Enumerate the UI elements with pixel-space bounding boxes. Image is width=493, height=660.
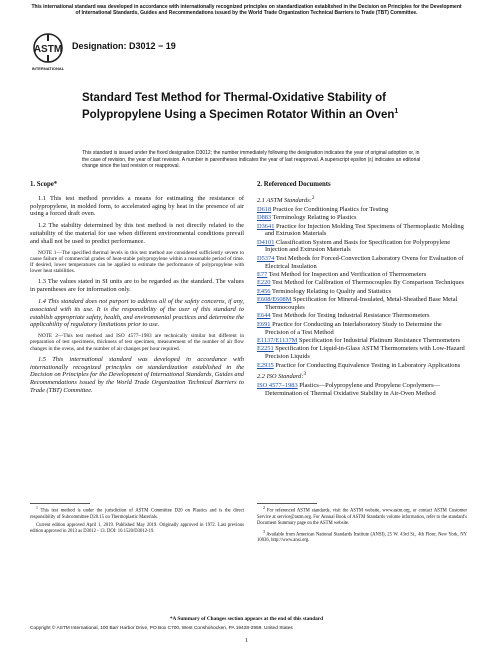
reference-title: Terminology Relating to Plastics — [271, 214, 357, 222]
reference-title: Specification for Mineral-Insulated, Metal-Sheathed Base Metal Thermocouples — [265, 296, 458, 312]
left-column — [30, 181, 244, 399]
reference-title: Test Method for Calibration of Thermocouples By Comparison Techniques — [270, 279, 464, 287]
reference-item — [257, 239, 467, 255]
footnotes-right — [257, 505, 467, 544]
reference-link[interactable]: E1137/E1137M — [257, 337, 298, 344]
page-number: 1 — [245, 638, 248, 644]
scope-1-4: 1.4 This standard does not purport to address all of the safety concerns, if any, associated with its use. It is the responsibility of the user of this standard to establish appropriate safety, health, and environmental practices and determine the applicability of regulatory limitations prior to use. — [30, 297, 244, 329]
reference-title: Plastics—Polypropylene and Propylene Copolymers—Determination of Thermal Oxidative Stability in Air-Oven Method — [265, 382, 441, 398]
copyright-line: Copyright © ASTM International, 100 Barr Harbor Drive, PO Box C700, West Conshohocken, PA 19428-2959. United States — [30, 626, 293, 631]
astm-reference-list — [257, 206, 467, 370]
reference-link[interactable]: E2935 — [257, 361, 274, 369]
reference-title: Practice for Conducting Equivalence Testing in Laboratory Applications — [273, 361, 461, 369]
reference-item — [257, 214, 467, 222]
summary-of-changes-notice: *A Summary of Changes section appears at the end of this standard — [169, 616, 324, 622]
reference-link[interactable]: E691 — [257, 320, 271, 328]
scope-1-1: 1.1 This test method provides a means for estimating the resistance of polypropylene, in molded form, to accelerated aging by heat in the presence of air using a forced draft oven. — [30, 194, 244, 218]
astm-international-logo-icon — [30, 32, 66, 72]
reference-title: Practice for Injection Molding Test Specimens of Thermoplastic Molding and Extrusion Materials — [265, 222, 464, 238]
reference-link[interactable]: ISO 4577–1983 — [257, 382, 298, 390]
reference-item — [257, 362, 467, 370]
reference-item — [257, 206, 467, 214]
footnote-2: $^2$ For referenced ASTM standards, visit the ASTM website, www.astm.org, or contact ASTM Customer Service at service@astm.org. For Annual Book of ASTM Standards volume information, refer to the standard's Document Summary page on the ASTM website. — [257, 506, 468, 526]
reference-link[interactable]: D5374 — [257, 254, 275, 262]
reference-title: Terminology Relating to Quality and Statistics — [270, 287, 391, 295]
reference-item — [257, 288, 467, 296]
astm-standards-label: 2.1 ASTM Standards:$^2$ — [257, 194, 315, 204]
scope-heading: 1. Scope* — [30, 181, 58, 188]
reference-item — [257, 223, 467, 239]
scope-1-2: 1.2 The stability determined by this test method is not directly related to the suitability of the material for use when different environmental conditions prevail and shall not be used to predict performance. — [30, 222, 244, 245]
iso-reference-list — [257, 382, 467, 398]
reference-title: Practice for Conditioning Plastics for Testing — [271, 205, 389, 213]
reference-title: Classification System and Basis for Specification for Polypropylene Injection and Extrusion Materials — [265, 238, 451, 254]
reference-link[interactable]: E644 — [257, 312, 271, 320]
reference-title: Practice for Conducting an Interlaboratory Study to Determine the Precision of a Test Method — [265, 320, 442, 336]
reference-item — [257, 271, 467, 279]
reference-title: Test Methods for Forced-Convection Laboratory Ovens for Evaluation of Electrical Insulation — [265, 254, 464, 270]
tbt-notice: This international standard was developed in accordance with internationally recognized principles on standardization established in the Decision on Principles for the Development of International Standards, Guides and Recommendations issued by the World Trade Organization Technical Barriers to Trade (TBT) Committee. — [31, 4, 462, 16]
note-2: NOTE 2—This test method and ISO 4577–1983 are technically similar but different in preparation of test specimens, thickness of test specimen, measurement of the number of air flow changes in the ovens, and the number of air changes per hour required. — [30, 333, 244, 352]
footnotes-left — [30, 505, 244, 535]
note-1: NOTE 1—The specified thermal levels in this test method are considered sufficiently severe to cause failure of commercial grades of heat-stable polypropylene within a reasonable period of time. If desired, lower temperatures can be applied to estimate the performance of polypropylene with lower heat stabilities. — [30, 249, 244, 275]
reference-item — [257, 279, 467, 287]
document-title — [82, 92, 412, 122]
reference-title: Test Method for Inspection and Verification of Thermometers — [267, 271, 427, 279]
issuance-statement: This standard is issued under the fixed designation D3012; the number immediately following the designation indicates the year of original adoption or, in the case of revision, the year of last revision. A number in parentheses indicates the year of last reapproval. A superscript epsilon (ε) indicates an editorial change since the last revision or reapproval. — [82, 150, 421, 169]
reference-link[interactable]: E220 — [257, 279, 271, 287]
title-text: Standard Test Method for Thermal-Oxidative Stability of Polypropylene Using a Specimen Rotator Within an Oven — [82, 92, 395, 121]
reference-title: Specification for Industrial Platinum Resistance Thermometers — [297, 337, 461, 344]
scope-1-3: 1.3 The values stated in SI units are to be regarded as the standard. The values in parentheses are for information only. — [30, 278, 244, 294]
footnote-1: $^1$ This test method is under the jurisdiction of ASTM Committee D20 on Plastics and is the direct responsibility of Subcommittee D20.15 on Thermoplastic Materials. — [30, 506, 244, 520]
reference-item — [257, 382, 467, 398]
reference-link[interactable]: D4101 — [257, 238, 275, 246]
astm-logo — [30, 32, 66, 72]
svg-text:INTERNATIONAL: INTERNATIONAL — [31, 66, 65, 71]
reference-item — [257, 255, 467, 271]
reference-item — [257, 337, 467, 345]
reference-link[interactable]: E2251 — [257, 345, 274, 353]
footnote-rule-right — [257, 503, 317, 504]
reference-link[interactable]: D618 — [257, 205, 272, 213]
iso-standard-label: 2.2 ISO Standard:$^3$ — [257, 371, 307, 381]
reference-item — [257, 296, 467, 312]
scope-1-5: 1.5 This international standard was developed in accordance with internationally recognized principles on standardization established in the Decision on Principles for the Development of International Standards, Guides and Recommendations issued by the World Trade Organization Technical Barriers to Trade (TBT) Committee. — [30, 355, 244, 394]
right-column — [257, 181, 467, 398]
reference-link[interactable]: E608/E608M — [257, 296, 292, 304]
designation: Designation: D3012 − 19 — [72, 41, 176, 51]
reference-item — [257, 321, 467, 337]
footnote-rule-left — [30, 503, 90, 504]
reference-item — [257, 345, 467, 361]
reference-title: Specification for Liquid-in-Glass ASTM Thermometers with Low-Hazard Precision Liquids — [265, 345, 465, 361]
reference-link[interactable]: E456 — [257, 287, 271, 295]
footnote-edition: Current edition approved April 1, 2019. Published May 2019. Originally approved in 1972. Last previous edition approved in 2013 as D3012 - 13. DOI: 10.1520/D3012-19. — [30, 522, 244, 534]
footnote-3: $^3$ Available from American National Standards Institute (ANSI), 25 W. 43rd St., 4th Floor, New York, NY 10036, http://www.ansi.org. — [257, 529, 467, 544]
reference-link[interactable]: D883 — [257, 214, 272, 222]
reference-link[interactable]: E77 — [257, 271, 268, 279]
reference-title: Test Methods for Testing Industrial Resistance Thermometers — [270, 312, 430, 320]
svg-text:ASTM: ASTM — [33, 44, 63, 55]
reference-item — [257, 312, 467, 320]
references-heading: 2. Referenced Documents — [257, 181, 331, 188]
reference-link[interactable]: D3641 — [257, 222, 275, 230]
title-footnote-marker: 1 — [394, 108, 399, 115]
